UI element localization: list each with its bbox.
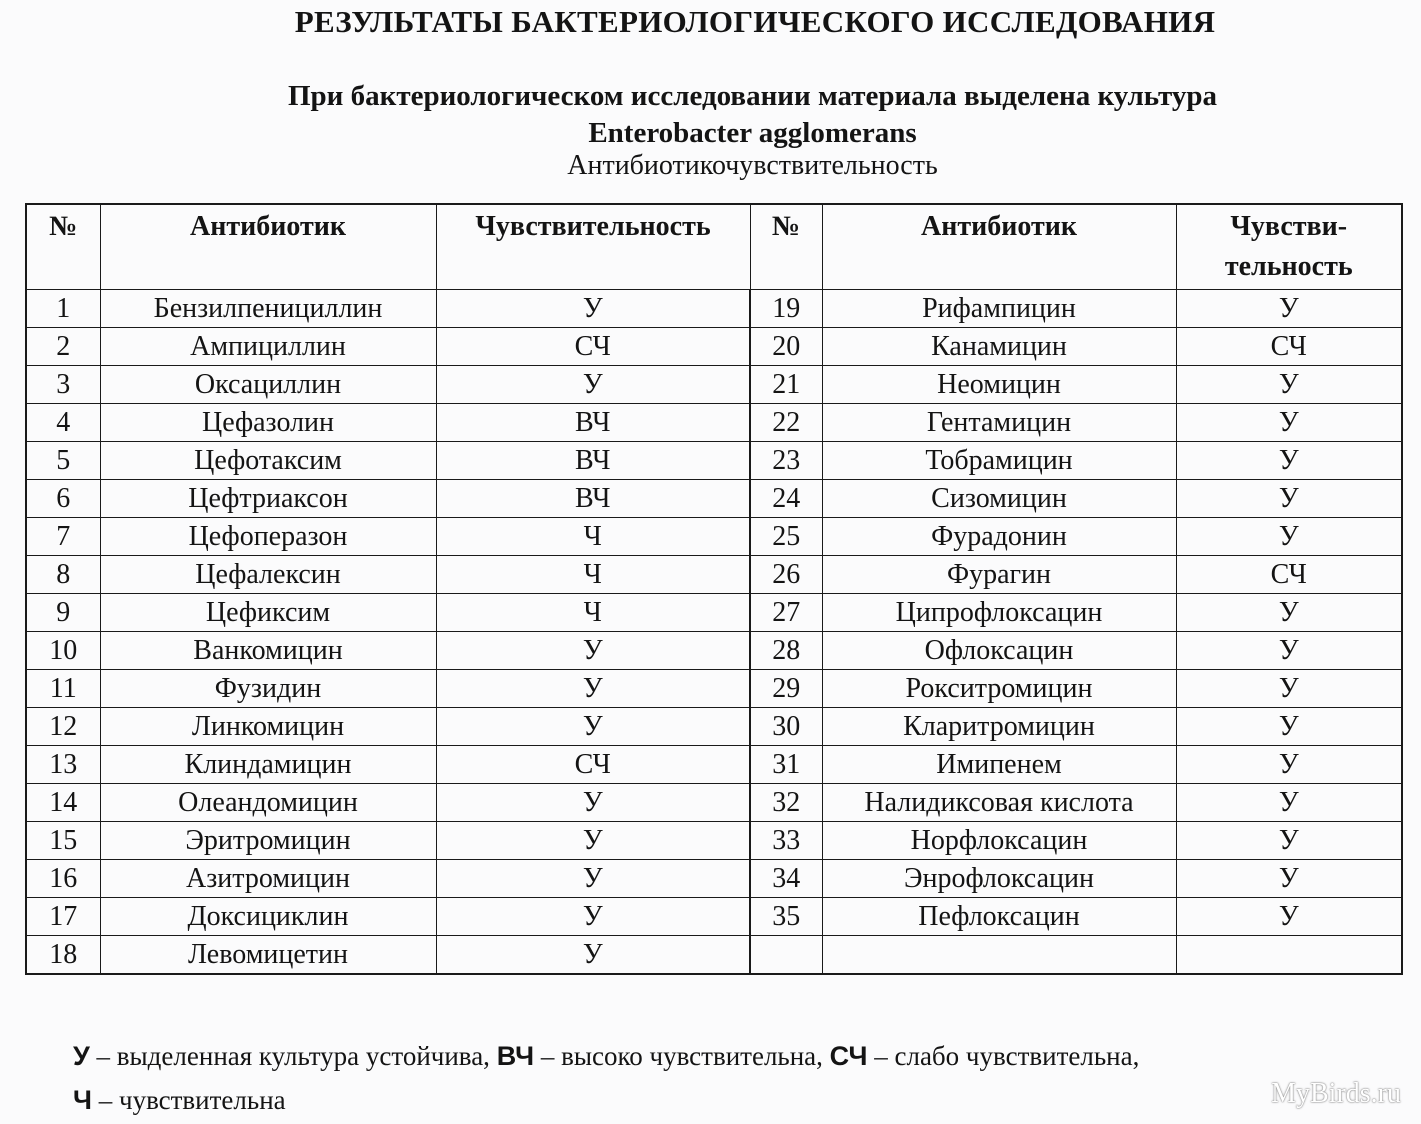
sensitivity-value-left: У — [436, 670, 750, 708]
table-row — [26, 898, 1402, 936]
sensitivity-value-left: Ч — [436, 556, 750, 594]
sensitivity-value-right: У — [1176, 404, 1402, 442]
row-number-right: 21 — [750, 366, 822, 404]
row-number-right: 31 — [750, 746, 822, 784]
sensitivity-value-left: У — [436, 708, 750, 746]
table-header-row — [26, 204, 1402, 290]
row-number-right: 33 — [750, 822, 822, 860]
table-row — [26, 290, 1402, 328]
antibiotic-name-right: Норфлоксацин — [822, 822, 1176, 860]
legend-key-vch: ВЧ — [496, 1041, 535, 1071]
antibiotic-name-right: Сизомицин — [822, 480, 1176, 518]
antibiotic-name-right: Рифампицин — [822, 290, 1176, 328]
row-number-right: 24 — [750, 480, 822, 518]
antibiotic-name-left: Бензилпенициллин — [100, 290, 436, 328]
sensitivity-value-right: У — [1176, 898, 1402, 936]
row-number-left: 7 — [26, 518, 100, 556]
table-row — [26, 366, 1402, 404]
antibiotic-name-right: Гентамицин — [822, 404, 1176, 442]
sensitivity-value-right: У — [1176, 594, 1402, 632]
antibiotic-name-left: Эритромицин — [100, 822, 436, 860]
antibiotic-name-right: Ципрофлоксацин — [822, 594, 1176, 632]
table-body — [26, 290, 1402, 975]
antibiotic-name-left: Олеандомицин — [100, 784, 436, 822]
row-number-right: 20 — [750, 328, 822, 366]
culture-description — [0, 78, 1421, 152]
row-number-right — [750, 936, 822, 975]
row-number-left: 18 — [26, 936, 100, 975]
antibiotic-name-right: Пефлоксацин — [822, 898, 1176, 936]
table-row — [26, 404, 1402, 442]
sensitivity-value-left: У — [436, 366, 750, 404]
row-number-left: 4 — [26, 404, 100, 442]
antibiotic-name-left: Цефоперазон — [100, 518, 436, 556]
row-number-left: 5 — [26, 442, 100, 480]
row-number-left: 15 — [26, 822, 100, 860]
watermark-logo: MyBirds.ru — [1271, 1078, 1401, 1109]
legend-line-2 — [73, 1078, 1373, 1122]
antibiotic-name-right — [822, 936, 1176, 975]
antibiotic-name-right: Неомицин — [822, 366, 1176, 404]
sensitivity-value-left: СЧ — [436, 746, 750, 784]
sensitivity-value-right: У — [1176, 480, 1402, 518]
row-number-left: 6 — [26, 480, 100, 518]
sensitivity-value-left: Ч — [436, 594, 750, 632]
sensitivity-value-right: У — [1176, 708, 1402, 746]
row-number-right: 26 — [750, 556, 822, 594]
row-number-left: 9 — [26, 594, 100, 632]
antibiotic-name-right: Энрофлоксацин — [822, 860, 1176, 898]
sensitivity-value-left: У — [436, 822, 750, 860]
row-number-left: 13 — [26, 746, 100, 784]
row-number-left: 14 — [26, 784, 100, 822]
row-number-right: 32 — [750, 784, 822, 822]
antibiotic-name-left: Оксациллин — [100, 366, 436, 404]
table-row — [26, 746, 1402, 784]
antibiotic-name-left: Ампициллин — [100, 328, 436, 366]
antibiotic-name-left: Азитромицин — [100, 860, 436, 898]
legend-text-sch: – слабо чувствительна, — [867, 1041, 1140, 1071]
table-row — [26, 708, 1402, 746]
header-num-right: № — [750, 204, 822, 290]
row-number-right: 22 — [750, 404, 822, 442]
row-number-right: 23 — [750, 442, 822, 480]
row-number-right: 25 — [750, 518, 822, 556]
antibiotic-name-right: Кларитромицин — [822, 708, 1176, 746]
sensitivity-value-right: У — [1176, 442, 1402, 480]
table-row — [26, 594, 1402, 632]
antibiotic-name-left: Доксициклин — [100, 898, 436, 936]
row-number-right: 19 — [750, 290, 822, 328]
antibiotic-name-left: Цефалексин — [100, 556, 436, 594]
row-number-left: 11 — [26, 670, 100, 708]
antibiotic-name-right: Фурагин — [822, 556, 1176, 594]
table-row — [26, 784, 1402, 822]
row-number-left: 16 — [26, 860, 100, 898]
row-number-left: 3 — [26, 366, 100, 404]
row-number-left: 1 — [26, 290, 100, 328]
sensitivity-value-left: У — [436, 860, 750, 898]
table-row — [26, 480, 1402, 518]
sensitivity-value-right: СЧ — [1176, 556, 1402, 594]
section-heading: Антибиотикочувствительность — [567, 150, 938, 181]
sensitivity-value-left: У — [436, 632, 750, 670]
antibiotic-name-right: Налидиксовая кислота — [822, 784, 1176, 822]
sensitivity-value-left: ВЧ — [436, 404, 750, 442]
legend-text-ch: – чувствительна — [91, 1085, 286, 1115]
sensitivity-value-left: СЧ — [436, 328, 750, 366]
table-row — [26, 556, 1402, 594]
antibiotic-name-left: Цефотаксим — [100, 442, 436, 480]
sensitivity-value-right: У — [1176, 632, 1402, 670]
sensitivity-value-right — [1176, 936, 1402, 975]
sensitivity-value-right: У — [1176, 518, 1402, 556]
row-number-left: 10 — [26, 632, 100, 670]
antibiotic-name-left: Цефазолин — [100, 404, 436, 442]
sensitivity-value-right: СЧ — [1176, 328, 1402, 366]
antibiotic-name-left: Левомицетин — [100, 936, 436, 975]
sensitivity-value-left: Ч — [436, 518, 750, 556]
antibiotic-name-left: Фузидин — [100, 670, 436, 708]
sensitivity-value-right: У — [1176, 366, 1402, 404]
sensitivity-value-right: У — [1176, 860, 1402, 898]
legend-key-u: У — [73, 1041, 90, 1071]
sensitivity-value-right: У — [1176, 290, 1402, 328]
row-number-right: 30 — [750, 708, 822, 746]
antibiotic-name-right: Офлоксацин — [822, 632, 1176, 670]
table-row — [26, 936, 1402, 975]
legend — [73, 1034, 1373, 1122]
antibiotic-name-left: Линкомицин — [100, 708, 436, 746]
table-row — [26, 442, 1402, 480]
table-row — [26, 518, 1402, 556]
row-number-right: 34 — [750, 860, 822, 898]
page-title: РЕЗУЛЬТАТЫ БАКТЕРИОЛОГИЧЕСКОГО ИССЛЕДОВАНИЯ — [294, 4, 1216, 39]
header-sensitivity-right: Чувстви-тельность — [1176, 204, 1402, 290]
legend-key-sch: СЧ — [829, 1041, 868, 1071]
sensitivity-value-left: У — [436, 784, 750, 822]
row-number-left: 8 — [26, 556, 100, 594]
header-sensitivity-left: Чувствительность — [436, 204, 750, 290]
antibiotic-name-left: Цефиксим — [100, 594, 436, 632]
header-antibiotic-right: Антибиотик — [822, 204, 1176, 290]
sensitivity-value-left: ВЧ — [436, 442, 750, 480]
table-row — [26, 632, 1402, 670]
sensitivity-value-right: У — [1176, 746, 1402, 784]
sensitivity-value-right: У — [1176, 784, 1402, 822]
row-number-right: 29 — [750, 670, 822, 708]
row-number-left: 12 — [26, 708, 100, 746]
row-number-right: 35 — [750, 898, 822, 936]
sensitivity-value-left: У — [436, 936, 750, 975]
legend-text-u: – выделенная культура устойчива, — [89, 1041, 497, 1071]
sensitivity-value-right: У — [1176, 670, 1402, 708]
organism-name: Enterobacter agglomerans — [588, 117, 917, 149]
legend-key-ch: Ч — [73, 1085, 92, 1115]
row-number-left: 2 — [26, 328, 100, 366]
antibiotic-sensitivity-table — [25, 203, 1403, 975]
sensitivity-value-right: У — [1176, 822, 1402, 860]
header-num-left: № — [26, 204, 100, 290]
antibiotic-name-left: Цефтриаксон — [100, 480, 436, 518]
subtitle-line-1: При бактериологическом исследовании материала выделена культура — [287, 80, 1218, 112]
antibiotic-name-right: Рокситромицин — [822, 670, 1176, 708]
legend-line-1 — [73, 1034, 1373, 1078]
antibiotic-name-right: Канамицин — [822, 328, 1176, 366]
legend-text-vch: – высоко чувствительна, — [534, 1041, 830, 1071]
antibiotic-name-right: Тобрамицин — [822, 442, 1176, 480]
antibiotic-name-left: Ванкомицин — [100, 632, 436, 670]
table-row — [26, 822, 1402, 860]
header-antibiotic-left: Антибиотик — [100, 204, 436, 290]
table-row — [26, 860, 1402, 898]
sensitivity-value-left: У — [436, 898, 750, 936]
antibiotic-name-right: Имипенем — [822, 746, 1176, 784]
sensitivity-value-left: ВЧ — [436, 480, 750, 518]
row-number-left: 17 — [26, 898, 100, 936]
antibiotic-name-left: Клиндамицин — [100, 746, 436, 784]
sensitivity-value-left: У — [436, 290, 750, 328]
row-number-right: 27 — [750, 594, 822, 632]
table-row — [26, 328, 1402, 366]
table-row — [26, 670, 1402, 708]
antibiotic-name-right: Фурадонин — [822, 518, 1176, 556]
row-number-right: 28 — [750, 632, 822, 670]
